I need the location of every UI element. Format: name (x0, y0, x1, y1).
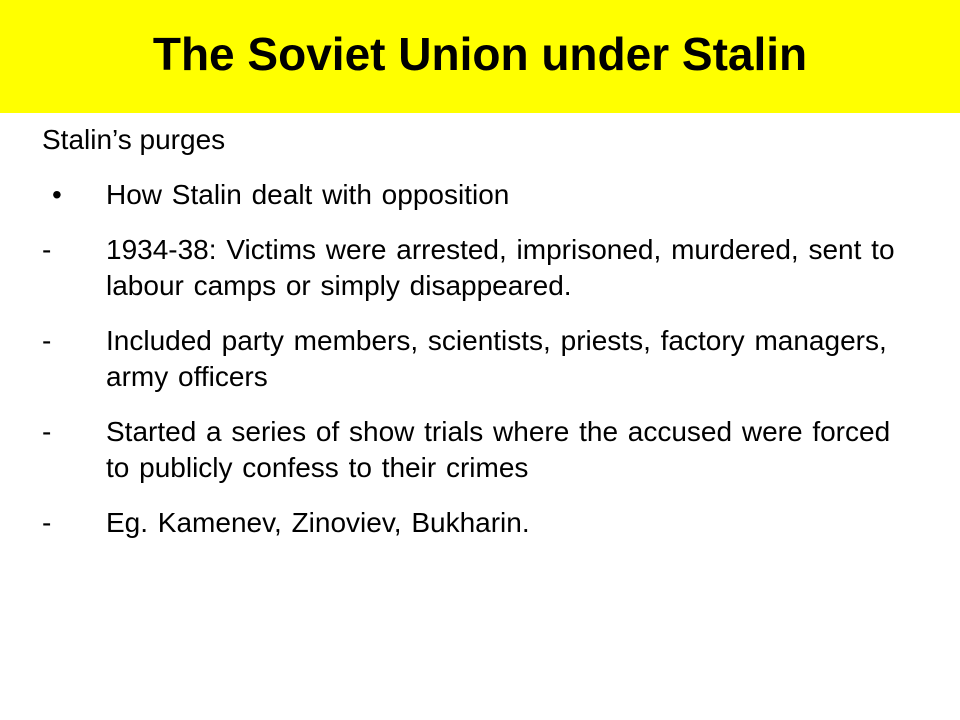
dash-marker: - (42, 234, 52, 265)
section-heading: Stalin’s purges (42, 124, 226, 155)
list-item-victims (42, 232, 922, 304)
list-item-text: How Stalin dealt with opposition (106, 179, 510, 210)
slide-content (42, 118, 922, 541)
title-band (0, 0, 960, 113)
list-item-examples (42, 505, 922, 541)
list-item-show-trials (42, 414, 922, 486)
list-item-text: Included party members, scientists, priests, factory managers, army officers (106, 325, 887, 392)
list-item-included (42, 323, 922, 395)
slide-title: The Soviet Union under Stalin (152, 28, 808, 80)
dash-marker: - (42, 416, 52, 447)
dash-marker: - (42, 325, 52, 356)
list-item-text: 1934-38: Victims were arrested, imprisoned, murdered, sent to labour camps or simply disappeared. (106, 234, 895, 301)
dash-marker: - (42, 507, 52, 538)
list-item-text: Started a series of show trials where the accused were forced to publicly confess to their crimes (106, 416, 891, 483)
list-item-text: Eg. Kamenev, Zinoviev, Bukharin. (106, 507, 530, 538)
list-item-opposition (42, 177, 922, 213)
bullet-marker: • (52, 179, 62, 210)
